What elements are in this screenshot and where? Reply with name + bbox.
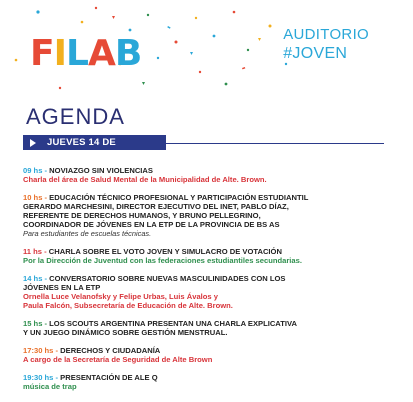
event-heading-cont — [23, 328, 393, 337]
date-bar — [23, 135, 166, 163]
arrow-icon — [30, 139, 36, 147]
event-subtitle: Ornella Luce Velanofsky y Felipe Urbas, Luis Ávalos y — [23, 292, 218, 301]
event-title: NOVIAZGO SIN VIOLENCIAS — [49, 166, 153, 175]
event-title: GERARDO MARCHESINI, DIRECTOR EJECUTIVO DEL INET, PABLO DÍAZ, — [23, 202, 289, 211]
event-time: 14 hs - — [23, 274, 50, 283]
auditorio-label — [283, 25, 369, 63]
event-heading — [23, 166, 393, 175]
joven-hashtag: #JOVEN — [283, 45, 348, 62]
event-title: CONVERSATORIO SOBRE NUEVAS MASCULINIDADES CON LOS — [49, 274, 286, 283]
logo-letter: I — [53, 33, 66, 74]
event-heading-cont — [23, 211, 393, 220]
date-label: JUEVES 14 DE OCTUBRE — [47, 137, 116, 163]
event-time: 17:30 hs - — [23, 346, 61, 355]
event-subtitle: A cargo de la Secretaría de Seguridad de Alte Brown — [23, 355, 213, 364]
event-subtitle: Charla del área de Salud Mental de la Municipalidad de Alte. Brown. — [23, 175, 267, 184]
event-title: DERECHOS Y CIUDADANÍA — [60, 346, 161, 355]
event-list — [23, 166, 393, 400]
event-time: 11 hs - — [23, 247, 49, 256]
event-heading — [23, 193, 393, 202]
event-item — [23, 274, 393, 310]
event-item — [23, 346, 393, 364]
event-subtitle: música de trap — [23, 382, 77, 391]
event-subtitle: Paula Falcón, Subsecretaría de Educación de Alte. Brown. — [23, 301, 233, 310]
logo-letter: L — [66, 33, 88, 74]
event-title: CHARLA SOBRE EL VOTO JOVEN Y SIMULACRO DE VOTACIÓN — [48, 247, 282, 256]
event-heading-cont — [23, 283, 393, 292]
agenda-title: AGENDA — [26, 104, 125, 129]
event-note: Para estudiantes de escuelas técnicas. — [23, 229, 152, 238]
event-title: LOS SCOUTS ARGENTINA PRESENTAN UNA CHARLA EXPLICATIVA — [49, 319, 297, 328]
logo-letter: F — [30, 33, 54, 74]
event-item — [23, 193, 393, 238]
event-title: JÓVENES EN LA ETP — [23, 283, 101, 292]
event-heading — [23, 346, 393, 355]
event-title: COORDINADOR DE JÓVENES EN LA ETP DE LA PROVINCIA DE BS AS — [23, 220, 280, 229]
auditorio-text: AUDITORIO — [283, 26, 369, 43]
event-title: PRESENTACIÓN DE ALE Q — [60, 373, 158, 382]
logo-letter: B — [114, 33, 142, 74]
event-item — [23, 166, 393, 184]
event-title: REFERENTE DE DERECHOS HUMANOS, Y BRUNO PELLEGRINO, — [23, 211, 261, 220]
event-heading-cont — [23, 220, 393, 229]
event-time: 15 hs - — [23, 319, 50, 328]
filab-logo — [30, 33, 142, 74]
event-item — [23, 319, 393, 337]
event-heading — [23, 274, 393, 283]
event-time: 09 hs - — [23, 166, 50, 175]
event-title: Y UN JUEGO DINÁMICO SOBRE GESTIÓN MENSTRUAL. — [23, 328, 228, 337]
event-heading — [23, 373, 393, 382]
event-time: 19:30 hs - — [23, 373, 61, 382]
event-item — [23, 373, 393, 391]
logo-letter: A — [87, 33, 115, 74]
event-heading-cont — [23, 202, 393, 211]
event-item — [23, 247, 393, 265]
event-heading — [23, 319, 393, 328]
divider — [166, 143, 384, 144]
event-heading — [23, 247, 393, 256]
event-subtitle: Por la Dirección de Juventud con las federaciones estudiantiles secundarias. — [23, 256, 302, 265]
event-time: 10 hs - — [23, 193, 50, 202]
event-title: EDUCACIÓN TÉCNICO PROFESIONAL Y PARTICIPACIÓN ESTUDIANTIL — [49, 193, 309, 202]
